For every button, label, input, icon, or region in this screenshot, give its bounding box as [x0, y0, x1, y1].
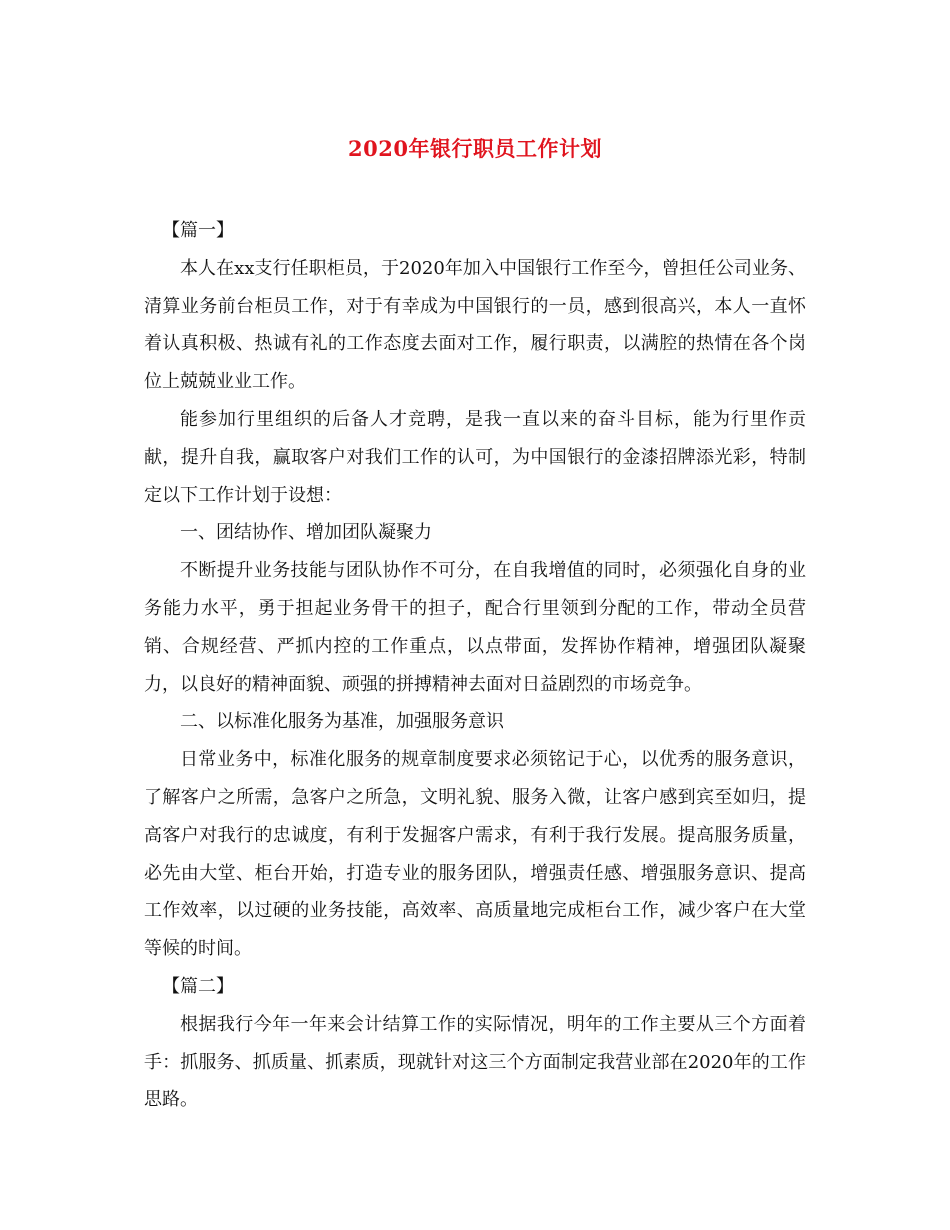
paragraph: 不断提升业务技能与团队协作不可分，在自我增值的同时，必须强化自身的业务能力水平，勇于担起业务骨干的担子，配合行里领到分配的工作，带动全员营销、合规经营、严抓内控的工作重点，以点带面，发挥协作精神，增强团队凝聚力，以良好的精神面貌、顽强的拼搏精神去面对日益剧烈的市场竞争。: [144, 560, 806, 695]
paragraph: 根据我行今年一年来会计结算工作的实际情况，明年的工作主要从三个方面着手：抓服务、抓质量、抓素质，现就针对这三个方面制定我营业部在2020年的工作思路。: [144, 1013, 806, 1111]
document-body: [144, 212, 806, 1119]
document-title: 2020年银行职员工作计划: [348, 136, 602, 161]
section-heading-2: 【篇二】: [162, 975, 234, 997]
paragraph: 本人在xx支行任职柜员，于2020年加入中国银行工作至今，曾担任公司业务、清算业务前台柜员工作，对于有幸成为中国银行的一员，感到很高兴，本人一直怀着认真积极、热诚有礼的工作态度去面对工作，履行职责，以满腔的热情在各个岗位上兢兢业业工作。: [144, 257, 806, 393]
paragraph: 日常业务中，标准化服务的规章制度要求必须铭记于心，以优秀的服务意识，了解客户之所需，急客户之所急，文明礼貌、服务入微，让客户感到宾至如归，提高客户对我行的忠诚度，有利于发掘客户需求，有利于我行发展。提高服务质量，必先由大堂、柜台开始，打造专业的服务团队，增强责任感、增强服务意识、提高工作效率，以过硬的业务技能，高效率、高质量地完成柜台工作，减少客户在大堂等候的时间。: [144, 749, 806, 960]
section-heading-1: 【篇一】: [162, 220, 234, 241]
subheading-2: 二、以标准化服务为基准，加强服务意识: [180, 711, 504, 733]
subheading-1: 一、团结协作、增加团队凝聚力: [180, 522, 432, 544]
paragraph: 能参加行里组织的后备人才竞聘，是我一直以来的奋斗目标，能为行里作贡献，提升自我，赢取客户对我们工作的认可，为中国银行的金漆招牌添光彩，特制定以下工作计划于设想：: [144, 408, 806, 506]
